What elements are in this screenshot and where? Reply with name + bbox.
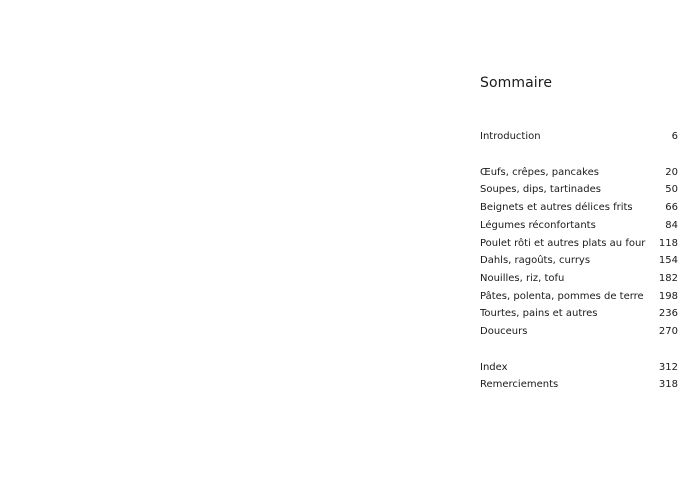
toc-entry-page: 154 (658, 255, 678, 266)
toc-entry-label: Poulet rôti et autres plats au four (480, 238, 646, 249)
toc-entry (480, 270, 678, 288)
toc-entry-label: Pâtes, polenta, pommes de terre (480, 291, 644, 302)
toc-entry (480, 376, 678, 394)
toc-entry-label: Douceurs (480, 326, 528, 337)
contents-page (480, 0, 678, 485)
toc-entry-page: 84 (665, 220, 678, 231)
toc-entry-page: 270 (658, 326, 678, 337)
toc-entry-page: 20 (665, 167, 678, 178)
toc-entry-label: Beignets et autres délices frits (480, 202, 633, 213)
toc-entry (480, 359, 678, 377)
toc-entry (480, 181, 678, 199)
toc-entry-page: 6 (671, 131, 678, 142)
toc-entry-page: 318 (658, 379, 678, 390)
toc-entry (480, 323, 678, 341)
toc-entry-page: 118 (658, 238, 678, 249)
toc-entry (480, 235, 678, 253)
toc-entry (480, 199, 678, 217)
toc-entry-label: Tourtes, pains et autres (480, 308, 598, 319)
toc-entry (480, 164, 678, 182)
toc-entry (480, 305, 678, 323)
toc-entry-label: Introduction (480, 131, 541, 142)
toc-entry-page: 236 (658, 308, 678, 319)
toc-entry-label: Nouilles, riz, tofu (480, 273, 565, 284)
toc-entry-label: Légumes réconfortants (480, 220, 596, 231)
contents-title: Sommaire (480, 75, 553, 91)
toc-entry-page: 66 (665, 202, 678, 213)
toc-entry-label: Dahls, ragoûts, currys (480, 255, 591, 266)
toc-entry (480, 288, 678, 306)
toc-entry-page: 50 (665, 184, 678, 195)
toc-entry (480, 217, 678, 235)
toc-entry-label: Index (480, 362, 508, 373)
toc-entry-label: Œufs, crêpes, pancakes (480, 167, 599, 178)
toc-entry-page: 312 (658, 362, 678, 373)
toc-entry-label: Soupes, dips, tartinades (480, 184, 601, 195)
toc-entry (480, 128, 678, 146)
toc-entry-page: 182 (658, 273, 678, 284)
toc-entry (480, 252, 678, 270)
toc-entry-label: Remerciements (480, 379, 559, 390)
toc-entry-page: 198 (658, 291, 678, 302)
